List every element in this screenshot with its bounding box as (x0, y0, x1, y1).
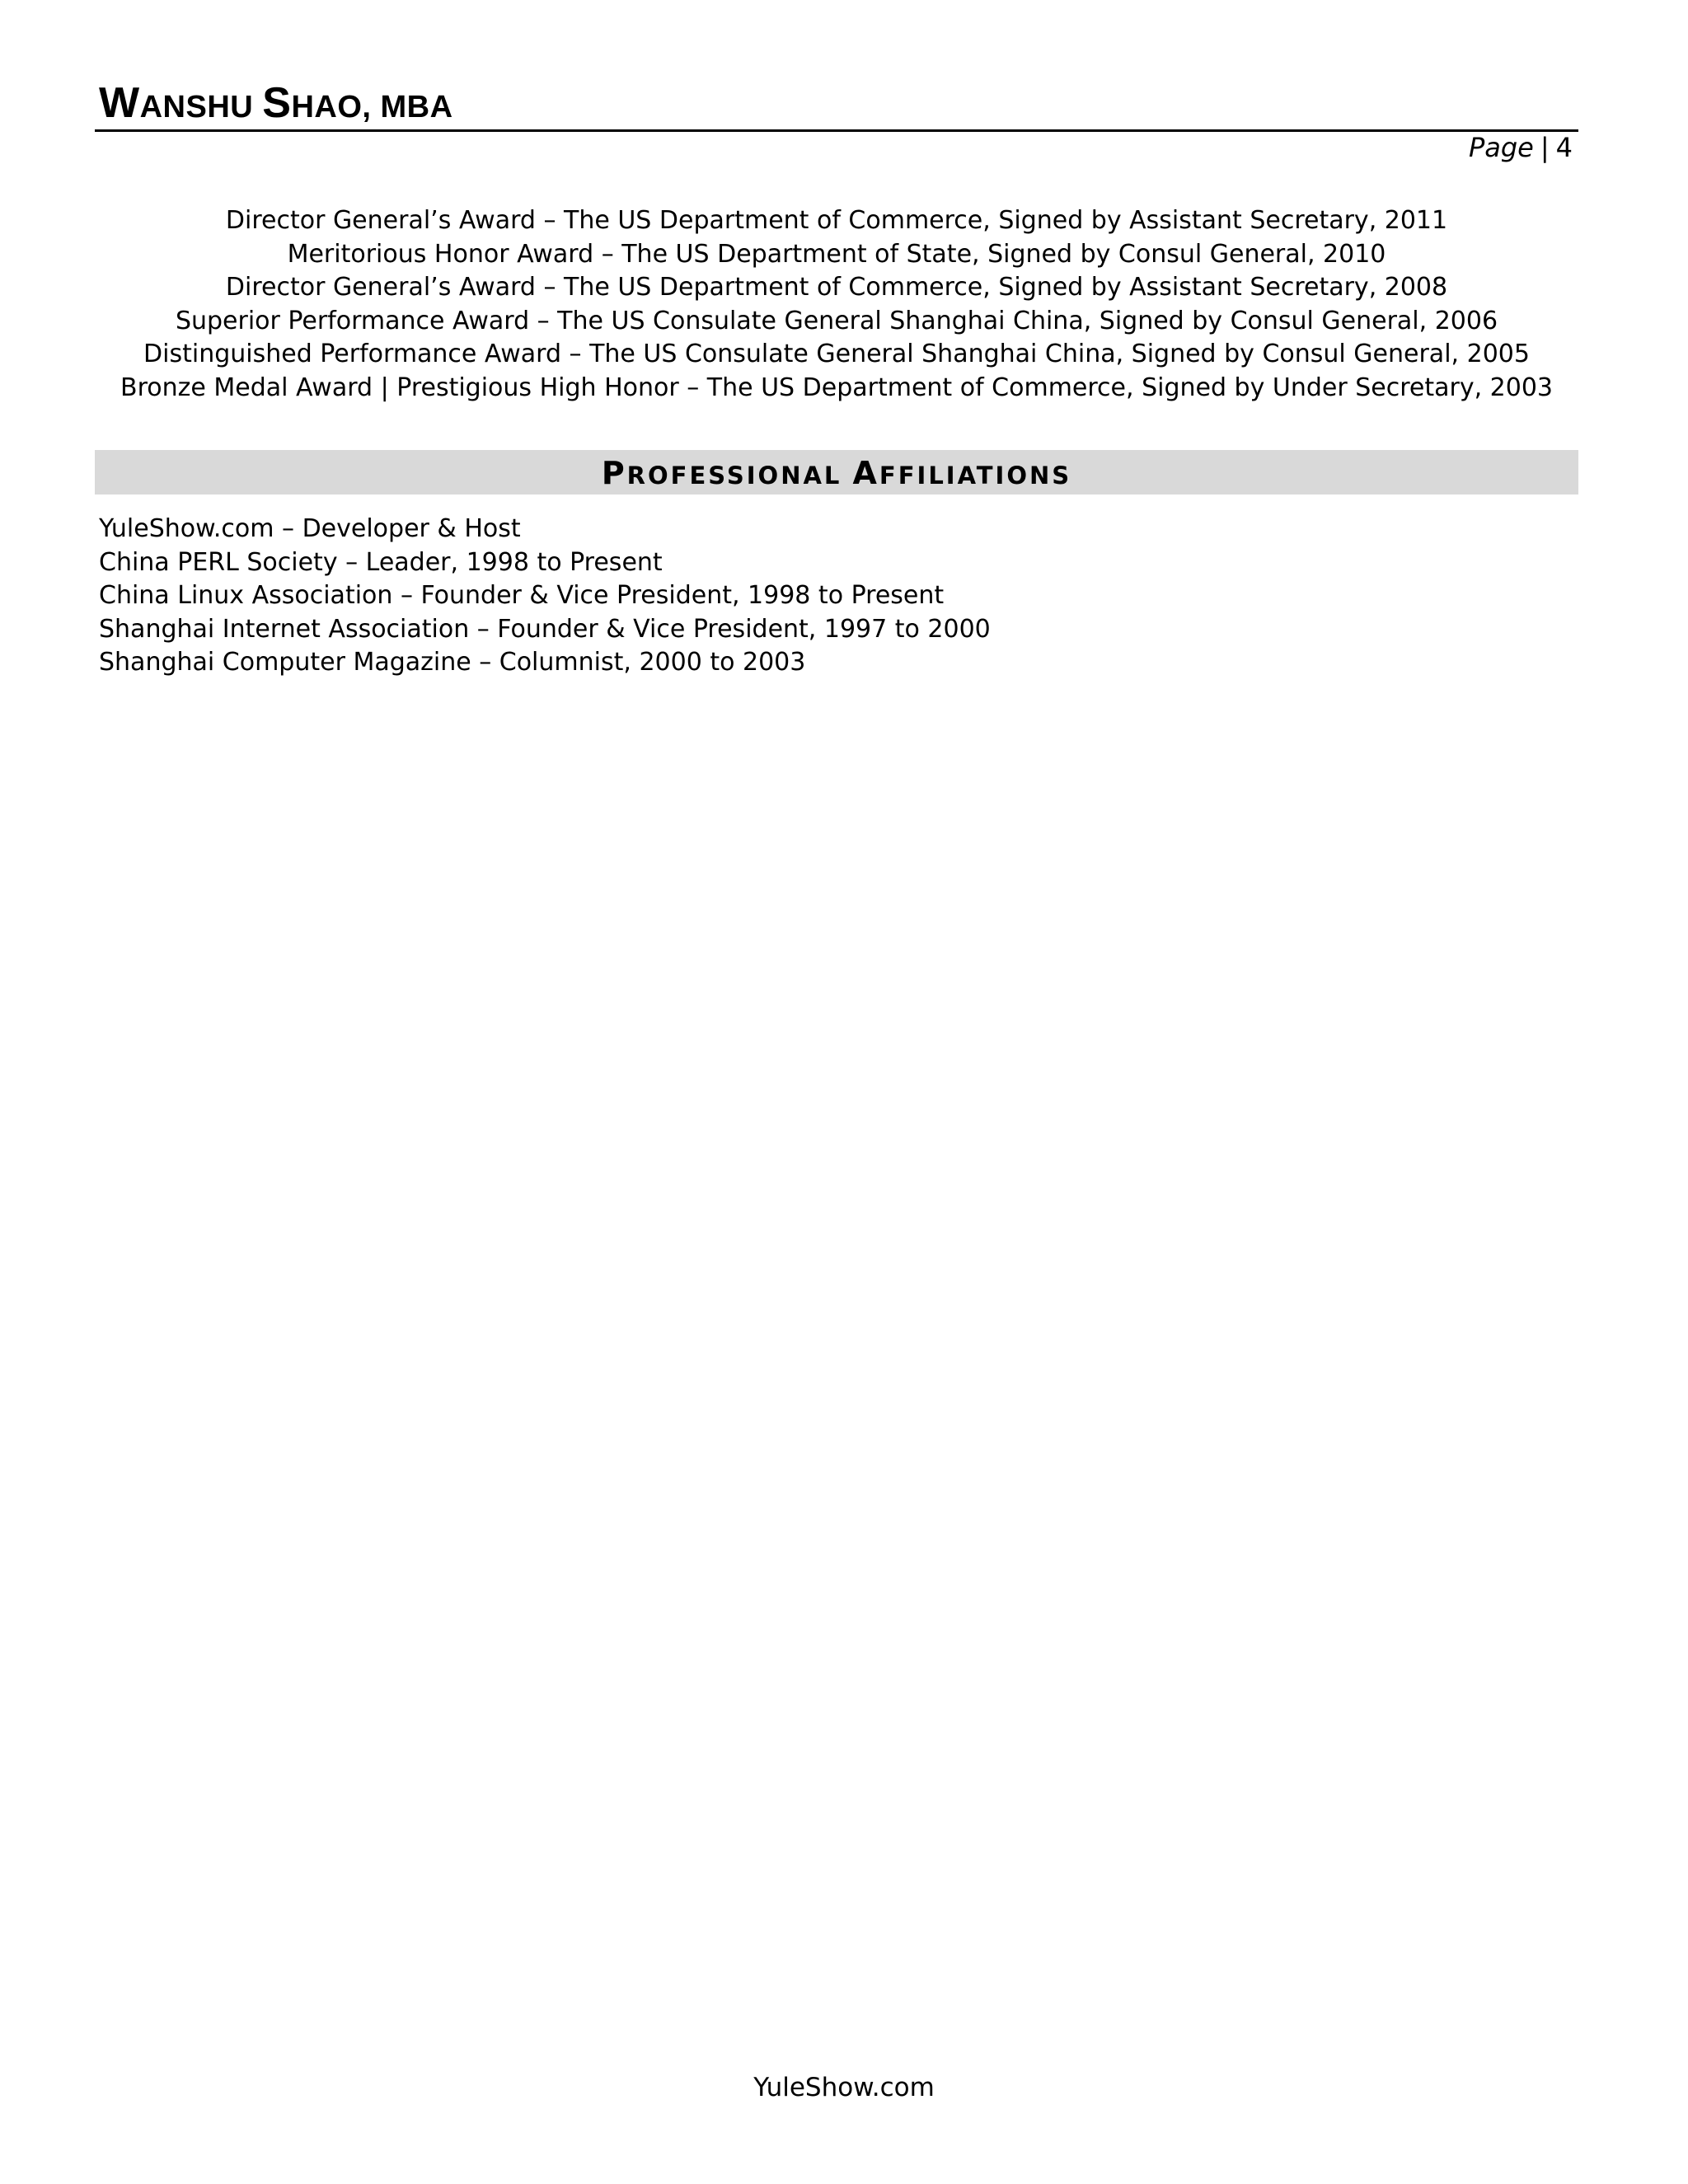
candidate-name (99, 78, 453, 128)
section-title-rest-second: FFILIATIONS (879, 462, 1072, 490)
section-title (602, 450, 1071, 499)
page-footer: YuleShow.com (753, 2073, 935, 2102)
award-item: Distinguished Performance Award – The US Consulate General Shanghai China, Signed by Consul General, 2005 (143, 340, 1530, 368)
affiliation-item: China PERL Society – Leader, 1998 to Present (99, 547, 663, 577)
section-header-bar (95, 450, 1578, 494)
awards-list (95, 204, 1578, 405)
affiliation-item: Shanghai Computer Magazine – Columnist, 2000 to 2003 (99, 648, 806, 677)
page-indicator (1469, 132, 1573, 163)
name-initial-first: W (99, 79, 140, 127)
affiliation-item: China Linux Association – Founder & Vice President, 1998 to Present (99, 581, 945, 610)
page-label: Page (1468, 132, 1534, 163)
award-item: Director General’s Award – The US Department of Commerce, Signed by Assistant Secretary, 2011 (225, 206, 1448, 235)
header-divider (95, 129, 1578, 132)
section-title-initial-first: P (601, 455, 627, 491)
page-separator: | (1540, 132, 1550, 163)
page-number: 4 (1555, 132, 1573, 163)
name-rest-first: ANSHU (139, 90, 263, 124)
affiliation-item: YuleShow.com – Developer & Host (99, 514, 521, 543)
section-title-initial-second: A (852, 455, 879, 491)
award-item: Bronze Medal Award | Prestigious High Honor – The US Department of Commerce, Signed by Under Secretary, 2003 (120, 373, 1553, 402)
award-item: Superior Performance Award – The US Consulate General Shanghai China, Signed by Consul General, 2006 (175, 306, 1498, 335)
award-item: Meritorious Honor Award – The US Department of State, Signed by Consul General, 2010 (287, 239, 1386, 269)
name-rest-last: HAO, MBA (291, 90, 453, 124)
affiliation-item: Shanghai Internet Association – Founder & Vice President, 1997 to 2000 (99, 614, 991, 644)
section-title-rest-first: ROFESSIONAL (626, 462, 853, 490)
name-initial-last: S (262, 79, 292, 127)
award-item: Director General’s Award – The US Department of Commerce, Signed by Assistant Secretary, 2008 (225, 273, 1448, 302)
affiliations-list (99, 513, 991, 680)
